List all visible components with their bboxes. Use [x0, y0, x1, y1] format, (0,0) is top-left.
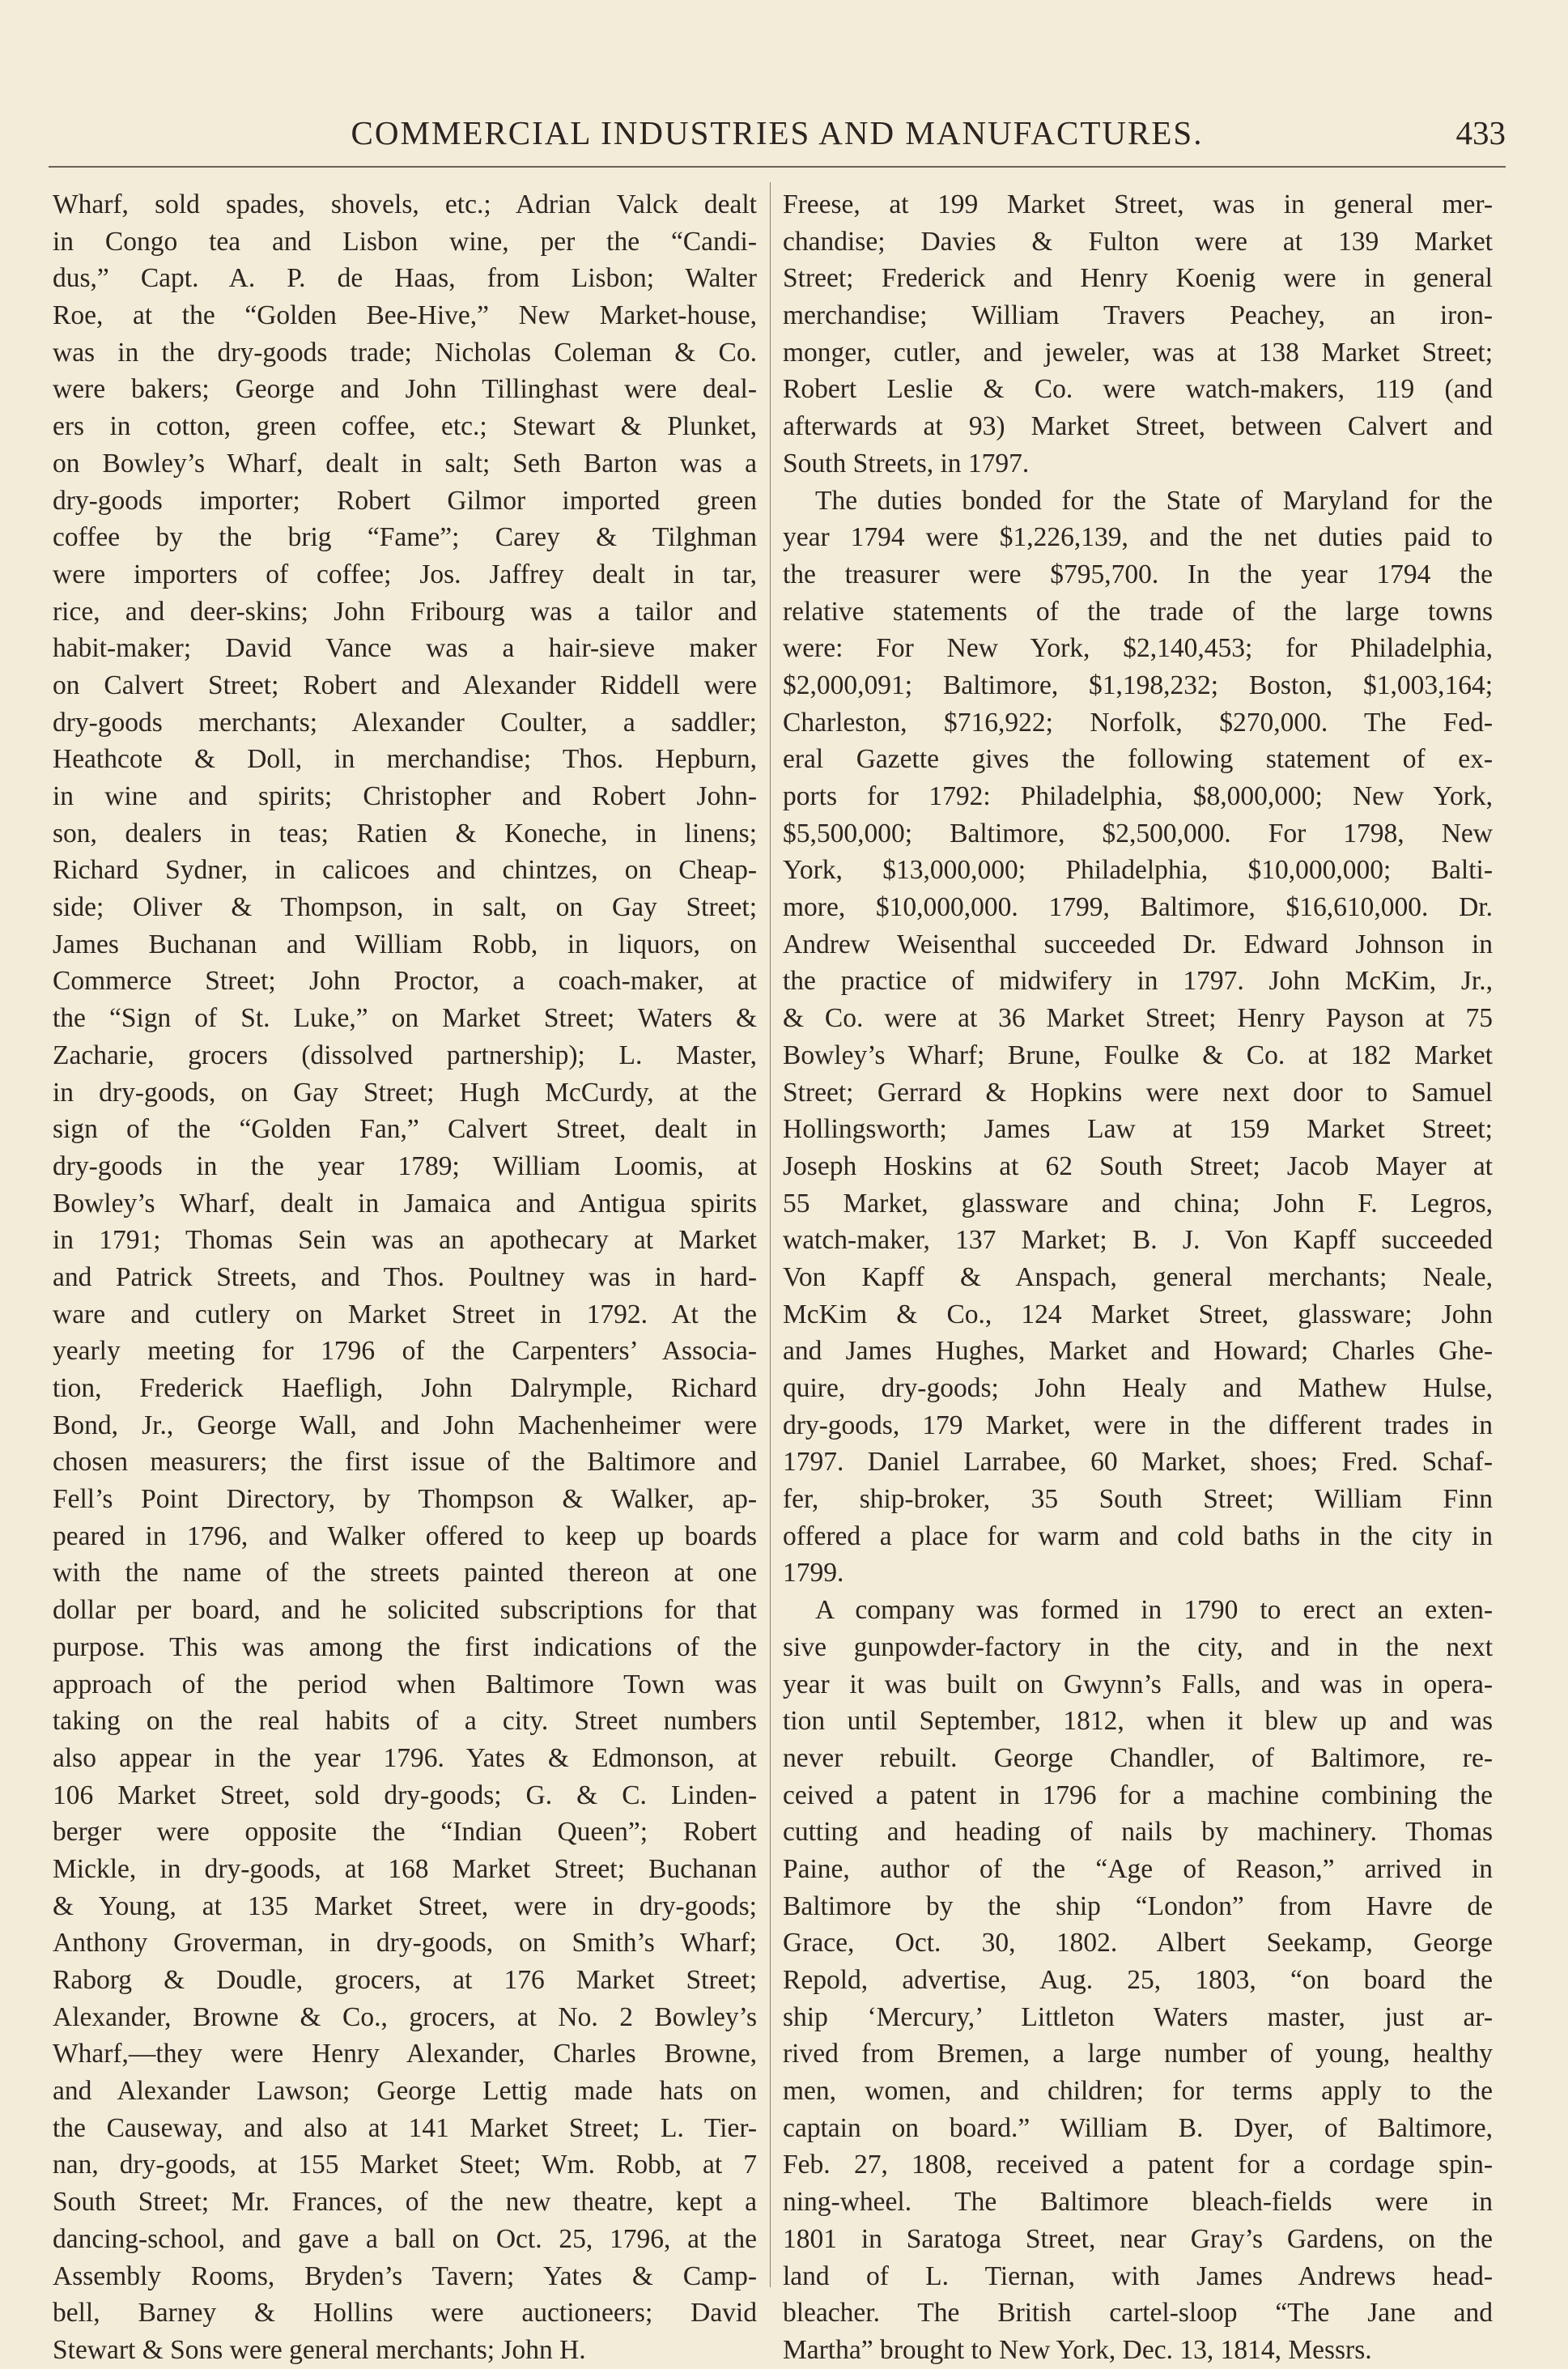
text-line: ports for 1792: Philadelphia, $8,000,000; New York,	[783, 781, 1493, 811]
right-column	[783, 186, 1493, 2369]
text-line: the “Sign of St. Luke,” on Market Street; Waters &	[53, 1003, 757, 1034]
text-line: dancing-school, and gave a ball on Oct. 25, 1796, at the	[53, 2223, 757, 2254]
text-line: relative statements of the trade of the large towns	[783, 596, 1493, 627]
text-line: in 1791; Thomas Sein was an apothecary at Market	[53, 1225, 757, 1256]
text-line: Roe, at the “Golden Bee-Hive,” New Market-house,	[53, 300, 757, 331]
text-line: sive gunpowder-factory in the city, and in the next	[783, 1631, 1493, 1662]
text-line: Andrew Weisenthal succeeded Dr. Edward Johnson in	[783, 929, 1493, 959]
text-line: on Bowley’s Wharf, dealt in salt; Seth Barton was a	[53, 448, 757, 478]
text-line: Charleston, $716,922; Norfolk, $270,000. The Fed-	[783, 707, 1493, 738]
header-rule	[49, 166, 1506, 168]
text-line: $2,000,091; Baltimore, $1,198,232; Boston, $1,003,164;	[783, 670, 1493, 700]
text-line: Anthony Groverman, in dry-goods, on Smith’s Wharf;	[53, 1928, 757, 1959]
text-line: cutting and heading of nails by machinery. Thomas	[783, 1817, 1493, 1848]
text-line: tion, Frederick Haefligh, John Dalrymple, Richard	[53, 1373, 757, 1403]
text-line: Bowley’s Wharf, dealt in Jamaica and Antigua spirits	[53, 1188, 757, 1219]
running-header	[49, 113, 1506, 154]
text-line: yearly meeting for 1796 of the Carpenters’ Associa-	[53, 1336, 757, 1367]
text-line: dry-goods importer; Robert Gilmor imported green	[53, 485, 757, 516]
text-line: Paine, author of the “Age of Reason,” arrived in	[783, 1853, 1493, 1884]
text-line: were: For New York, $2,140,453; for Philadelphia,	[783, 633, 1493, 664]
text-line: Zacharie, grocers (dissolved partnership); L. Master,	[53, 1040, 757, 1070]
text-line: Street; Gerrard & Hopkins were next door to Samuel	[783, 1077, 1493, 1108]
text-line: Repold, advertise, Aug. 25, 1803, “on board the	[783, 1965, 1493, 1995]
text-line: side; Oliver & Thompson, in salt, on Gay Street;	[53, 892, 757, 923]
text-line: land of L. Tiernan, with James Andrews head-	[783, 2261, 1493, 2291]
text-line: dus,” Capt. A. P. de Haas, from Lisbon; Walter	[53, 263, 757, 294]
text-line: Bond, Jr., George Wall, and John Machenheimer were	[53, 1410, 757, 1440]
text-line: with the name of the streets painted thereon at one	[53, 1558, 757, 1589]
text-line: the practice of midwifery in 1797. John McKim, Jr.,	[783, 966, 1493, 997]
text-line: Raborg & Doudle, grocers, at 176 Market Street;	[53, 1965, 757, 1995]
text-line: & Co. were at 36 Market Street; Henry Payson at 75	[783, 1003, 1493, 1034]
text-line: bell, Barney & Hollins were auctioneers; David	[53, 2298, 757, 2329]
text-line: in dry-goods, on Gay Street; Hugh McCurdy, at the	[53, 1077, 757, 1108]
text-line: and Alexander Lawson; George Lettig made hats on	[53, 2076, 757, 2107]
text-line: 1797. Daniel Larrabee, 60 Market, shoes; Fred. Schaf-	[783, 1447, 1493, 1478]
text-line: peared in 1796, and Walker offered to keep up boards	[53, 1520, 757, 1551]
text-line: Wharf,—they were Henry Alexander, Charles Browne,	[53, 2039, 757, 2069]
text-line: Bowley’s Wharf; Brune, Foulke & Co. at 182 Market	[783, 1040, 1493, 1070]
text-line: Hollingsworth; James Law at 159 Market Street;	[783, 1114, 1493, 1145]
text-line: Baltimore by the ship “London” from Havre de	[783, 1891, 1493, 1921]
text-line: and Patrick Streets, and Thos. Poultney was in hard-	[53, 1261, 757, 1292]
text-line: The duties bonded for the State of Maryland for the	[815, 485, 1493, 516]
text-line: Grace, Oct. 30, 1802. Albert Seekamp, George	[783, 1928, 1493, 1959]
page-number: 433	[1455, 114, 1506, 151]
text-line: captain on board.” William B. Dyer, of Baltimore,	[783, 2112, 1493, 2143]
text-line: son, dealers in teas; Ratien & Koneche, in linens;	[53, 818, 757, 849]
text-line: Fell’s Point Directory, by Thompson & Walker, ap-	[53, 1484, 757, 1515]
text-line: Street; Frederick and Henry Koenig were in general	[783, 263, 1493, 294]
text-line: South Street; Mr. Frances, of the new theatre, kept a	[53, 2187, 757, 2218]
text-line: more, $10,000,000. 1799, Baltimore, $16,610,000. Dr.	[783, 892, 1493, 923]
text-line: also appear in the year 1796. Yates & Edmonson, at	[53, 1742, 757, 1773]
text-line: Assembly Rooms, Bryden’s Tavern; Yates & Camp-	[53, 2261, 757, 2291]
text-line: Von Kapff & Anspach, general merchants; Neale,	[783, 1261, 1493, 1292]
text-line: ware and cutlery on Market Street in 1792. At the	[53, 1299, 757, 1329]
text-line: fer, ship-broker, 35 South Street; William Finn	[783, 1484, 1493, 1515]
text-line: ers in cotton, green coffee, etc.; Stewart & Plunket,	[53, 411, 757, 442]
text-line: 1799.	[783, 1558, 844, 1589]
text-line: merchandise; William Travers Peachey, an iron-	[783, 300, 1493, 331]
text-line: James Buchanan and William Robb, in liquors, on	[53, 929, 757, 959]
text-line: Richard Sydner, in calicoes and chintzes, on Cheap-	[53, 855, 757, 886]
text-line: coffee by the brig “Fame”; Carey & Tilghman	[53, 522, 757, 553]
text-line: ship ‘Mercury,’ Littleton Waters master, just ar-	[783, 2001, 1493, 2032]
text-line: Robert Leslie & Co. were watch-makers, 119 (and	[783, 374, 1493, 405]
text-line: 106 Market Street, sold dry-goods; G. & C. Linden-	[53, 1780, 757, 1810]
text-line: Wharf, sold spades, shovels, etc.; Adrian Valck dealt	[53, 189, 757, 219]
text-line: approach of the period when Baltimore Town was	[53, 1669, 757, 1699]
text-line: on Calvert Street; Robert and Alexander Riddell were	[53, 670, 757, 700]
text-line: 1801 in Saratoga Street, near Gray’s Gardens, on the	[783, 2223, 1493, 2254]
text-line: in wine and spirits; Christopher and Robert John-	[53, 781, 757, 811]
text-line: chosen measurers; the first issue of the Baltimore and	[53, 1447, 757, 1478]
text-line: dry-goods, 179 Market, were in the different trades in	[783, 1410, 1493, 1440]
text-line: Freese, at 199 Market Street, was in general mer-	[783, 189, 1493, 219]
text-line: were bakers; George and John Tillinghast were deal-	[53, 374, 757, 405]
text-line: ceived a patent in 1796 for a machine combining the	[783, 1780, 1493, 1810]
text-line: watch-maker, 137 Market; B. J. Von Kapff succeeded	[783, 1225, 1493, 1256]
text-line: rice, and deer-skins; John Fribourg was a tailor and	[53, 596, 757, 627]
text-line: purpose. This was among the first indications of the	[53, 1631, 757, 1662]
text-line: year 1794 were $1,226,139, and the net duties paid to	[783, 522, 1493, 553]
left-column	[53, 186, 757, 2369]
text-line: tion until September, 1812, when it blew up and was	[783, 1706, 1493, 1737]
text-line: chandise; Davies & Fulton were at 139 Market	[783, 226, 1493, 257]
text-line: bleacher. The British cartel-sloop “The Jane and	[783, 2298, 1493, 2329]
text-line: dry-goods in the year 1789; William Loomis, at	[53, 1150, 757, 1181]
text-line: Joseph Hoskins at 62 South Street; Jacob Mayer at	[783, 1150, 1493, 1181]
text-line: sign of the “Golden Fan,” Calvert Street, dealt in	[53, 1114, 757, 1145]
text-line: berger were opposite the “Indian Queen”; Robert	[53, 1817, 757, 1848]
text-line: in Congo tea and Lisbon wine, per the “Candi-	[53, 226, 757, 257]
text-line: dry-goods merchants; Alexander Coulter, a saddler;	[53, 707, 757, 738]
text-line: the treasurer were $795,700. In the year 1794 the	[783, 559, 1493, 589]
text-line: were importers of coffee; Jos. Jaffrey dealt in tar,	[53, 559, 757, 589]
text-line: quire, dry-goods; John Healy and Mathew Hulse,	[783, 1373, 1493, 1403]
text-line: South Streets, in 1797.	[783, 448, 1030, 478]
text-line: McKim & Co., 124 Market Street, glassware; John	[783, 1299, 1493, 1329]
text-line: $5,500,000; Baltimore, $2,500,000. For 1798, New	[783, 818, 1493, 849]
text-line: Feb. 27, 1808, received a patent for a cordage spin-	[783, 2150, 1493, 2180]
text-line: Stewart & Sons were general merchants; John H.	[53, 2334, 586, 2365]
text-line: A company was formed in 1790 to erect an exten-	[815, 1595, 1493, 1626]
text-line: the Causeway, and also at 141 Market Street; L. Tier-	[53, 2112, 757, 2143]
text-line: Commerce Street; John Proctor, a coach-maker, at	[53, 966, 757, 997]
text-line: eral Gazette gives the following statement of ex-	[783, 744, 1493, 775]
text-line: 55 Market, glassware and china; John F. Legros,	[783, 1188, 1493, 1219]
text-line: Martha” brought to New York, Dec. 13, 1814, Messrs.	[783, 2334, 1372, 2365]
text-line: monger, cutler, and jeweler, was at 138 Market Street;	[783, 337, 1493, 368]
text-line: rived from Bremen, a large number of young, healthy	[783, 2039, 1493, 2069]
text-line: & Young, at 135 Market Street, were in dry-goods;	[53, 1891, 757, 1921]
text-line: and James Hughes, Market and Howard; Charles Ghe-	[783, 1336, 1493, 1367]
text-line: dollar per board, and he solicited subscriptions for that	[53, 1595, 757, 1626]
text-line: taking on the real habits of a city. Street numbers	[53, 1706, 757, 1737]
text-line: Mickle, in dry-goods, at 168 Market Street; Buchanan	[53, 1853, 757, 1884]
text-line: Heathcote & Doll, in merchandise; Thos. Hepburn,	[53, 744, 757, 775]
text-line: men, women, and children; for terms apply to the	[783, 2076, 1493, 2107]
text-line: offered a place for warm and cold baths in the city in	[783, 1520, 1493, 1551]
text-line: afterwards at 93) Market Street, between Calvert and	[783, 411, 1493, 442]
text-line: York, $13,000,000; Philadelphia, $10,000,000; Balti-	[783, 855, 1493, 886]
text-line: was in the dry-goods trade; Nicholas Coleman & Co.	[53, 337, 757, 368]
text-line: never rebuilt. George Chandler, of Baltimore, re-	[783, 1742, 1493, 1773]
text-line: nan, dry-goods, at 155 Market Steet; Wm. Robb, at 7	[53, 2150, 757, 2180]
text-line: Alexander, Browne & Co., grocers, at No. 2 Bowley’s	[53, 2001, 757, 2032]
text-line: habit-maker; David Vance was a hair-sieve maker	[53, 633, 757, 664]
text-line: year it was built on Gwynn’s Falls, and was in opera-	[783, 1669, 1493, 1699]
text-line: ning-wheel. The Baltimore bleach-fields were in	[783, 2187, 1493, 2218]
column-divider	[770, 182, 771, 2287]
running-title: COMMERCIAL INDUSTRIES AND MANUFACTURES.	[351, 114, 1204, 151]
